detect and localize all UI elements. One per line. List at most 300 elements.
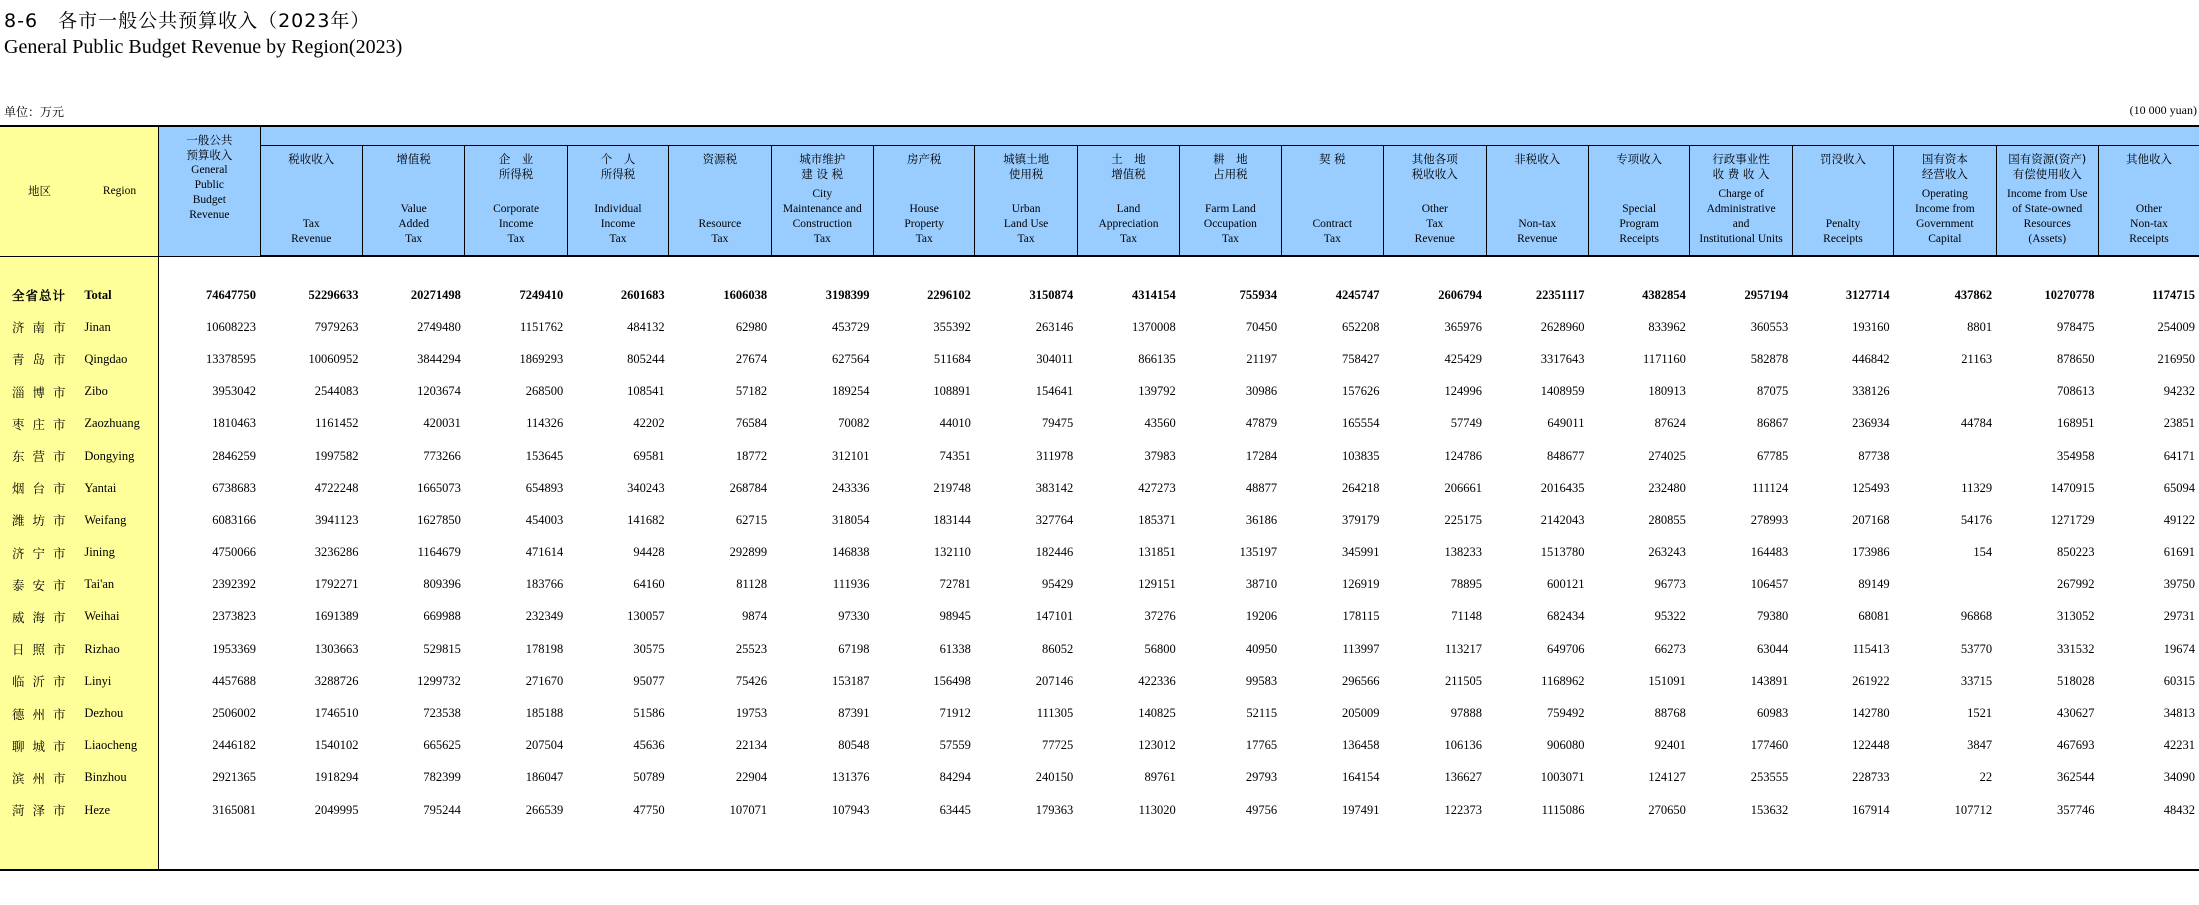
value-cell: 20271498 <box>410 287 461 302</box>
value-cell: 4750066 <box>212 545 257 560</box>
value-cell: 140825 <box>1138 706 1176 721</box>
value-cell: 2373823 <box>212 609 257 624</box>
region-name-en: Heze <box>84 794 158 826</box>
value-cell: 25523 <box>735 641 768 656</box>
value-cell: 183144 <box>933 512 971 527</box>
value-cell: 484132 <box>627 319 665 334</box>
value-cell: 19674 <box>2163 641 2195 656</box>
value-cell: 80548 <box>838 738 870 753</box>
value-cell: 254009 <box>2157 319 2195 334</box>
value-cell: 7979263 <box>314 319 359 334</box>
value-cell: 36186 <box>1245 512 1278 527</box>
region-name-en: Rizhao <box>84 633 158 665</box>
value-cell: 95322 <box>1654 609 1686 624</box>
value-cell: 57749 <box>1450 416 1483 431</box>
region-name-cn: 潍 坊 市 <box>0 504 84 536</box>
value-cell: 74351 <box>939 448 971 463</box>
value-cell: 45636 <box>633 738 665 753</box>
table-row <box>0 730 2199 762</box>
value-cell: 122448 <box>1852 738 1890 753</box>
value-cell: 77725 <box>1042 738 1074 753</box>
value-cell: 3953042 <box>212 384 257 399</box>
value-cell: 355392 <box>933 319 971 334</box>
value-cell: 3941123 <box>315 512 359 527</box>
value-cell: 94232 <box>2163 384 2195 399</box>
region-name-cn: 菏 泽 市 <box>0 794 84 826</box>
value-cell: 108891 <box>933 384 971 399</box>
value-cell: 1164679 <box>417 545 461 560</box>
table-title-en: General Public Budget Revenue by Region(2023) <box>4 36 403 58</box>
value-cell: 75426 <box>735 673 768 688</box>
region-name-cn: 聊 城 市 <box>0 730 84 762</box>
value-cell: 40950 <box>1245 641 1278 656</box>
header-contract-tax: 契 税 Contract Tax <box>1281 146 1383 257</box>
value-cell: 97330 <box>838 609 870 624</box>
value-cell: 1627850 <box>417 512 461 527</box>
value-cell: 81128 <box>736 577 768 592</box>
value-cell: 61691 <box>2163 545 2195 560</box>
value-cell: 29731 <box>2163 609 2195 624</box>
value-cell: 79380 <box>1757 609 1789 624</box>
value-cell: 113997 <box>1342 641 1380 656</box>
region-name-en: Zibo <box>84 376 158 408</box>
value-cell: 1003071 <box>1540 770 1585 785</box>
value-cell: 52296633 <box>308 287 359 302</box>
value-cell: 6083166 <box>212 512 257 527</box>
value-cell: 125493 <box>1852 480 1890 495</box>
value-cell: 243336 <box>831 480 870 495</box>
value-cell: 62980 <box>735 319 768 334</box>
value-cell: 87624 <box>1654 416 1686 431</box>
value-cell: 30986 <box>1245 384 1278 399</box>
value-cell: 446842 <box>1852 351 1890 366</box>
value-cell: 205009 <box>1342 706 1380 721</box>
table-bottom-row <box>0 826 2199 870</box>
region-name-en: Liaocheng <box>84 730 158 762</box>
value-cell: 1665073 <box>417 480 461 495</box>
value-cell: 97888 <box>1450 706 1483 721</box>
value-cell: 74647750 <box>206 287 257 302</box>
value-cell: 682434 <box>1546 609 1585 624</box>
value-cell: 264218 <box>1342 480 1380 495</box>
value-cell: 86052 <box>1042 641 1074 656</box>
value-cell: 37276 <box>1144 609 1176 624</box>
header-individual-income-tax: 个 人 所得税 Individual Income Tax <box>567 146 668 257</box>
value-cell: 147101 <box>1035 609 1074 624</box>
value-cell: 38710 <box>1245 577 1278 592</box>
value-cell: 131376 <box>831 770 870 785</box>
value-cell: 98945 <box>939 609 971 624</box>
value-cell: 1174715 <box>2151 287 2195 302</box>
table-row <box>0 472 2199 504</box>
value-cell: 425429 <box>1444 351 1483 366</box>
value-cell: 2506002 <box>212 706 257 721</box>
value-cell: 1151762 <box>519 319 564 334</box>
value-cell: 1161452 <box>315 416 359 431</box>
region-name-cn: 临 沂 市 <box>0 665 84 697</box>
region-name-cn: 淄 博 市 <box>0 376 84 408</box>
value-cell: 1540102 <box>314 738 359 753</box>
header-resource-tax: 资源税 Resource Tax <box>669 146 771 257</box>
table-row <box>0 762 2199 794</box>
value-cell: 311978 <box>1036 448 1074 463</box>
value-cell: 809396 <box>423 577 461 592</box>
value-cell: 267992 <box>2056 577 2095 592</box>
region-name-en: Yantai <box>84 472 158 504</box>
value-cell: 292899 <box>729 545 768 560</box>
table-row <box>0 537 2199 569</box>
value-cell: 278993 <box>1750 512 1789 527</box>
value-cell: 422336 <box>1138 673 1176 688</box>
region-name-cn: 枣 庄 市 <box>0 408 84 440</box>
value-cell: 72781 <box>939 577 971 592</box>
value-cell: 906080 <box>1546 738 1585 753</box>
value-cell: 207146 <box>1035 673 1074 688</box>
value-cell: 87391 <box>838 706 870 721</box>
value-cell: 89761 <box>1144 770 1176 785</box>
value-cell: 4314154 <box>1131 287 1176 302</box>
value-cell: 92401 <box>1654 738 1686 753</box>
region-header: 地区 Region <box>0 126 159 256</box>
value-cell: 154 <box>1973 545 1993 560</box>
value-cell: 129151 <box>1138 577 1176 592</box>
value-cell: 142780 <box>1852 706 1890 721</box>
value-cell: 164154 <box>1342 770 1380 785</box>
value-cell: 1370008 <box>1131 319 1176 334</box>
value-cell: 84294 <box>939 770 971 785</box>
value-cell: 1997582 <box>314 448 359 463</box>
value-cell: 10060952 <box>308 351 359 366</box>
value-cell: 263146 <box>1035 319 1074 334</box>
value-cell: 22351117 <box>1535 287 1585 302</box>
value-cell: 848677 <box>1546 448 1585 463</box>
value-cell: 649706 <box>1546 641 1585 656</box>
value-cell: 471614 <box>525 545 564 560</box>
value-cell: 95077 <box>633 673 665 688</box>
value-cell: 76584 <box>735 416 768 431</box>
value-cell: 111305 <box>1036 706 1074 721</box>
value-cell: 2601683 <box>620 287 665 302</box>
region-name-cn: 济 南 市 <box>0 311 84 343</box>
value-cell: 69581 <box>633 448 665 463</box>
value-cell: 11329 <box>1961 480 1993 495</box>
value-cell: 723538 <box>423 706 461 721</box>
value-cell: 1953369 <box>212 641 257 656</box>
value-cell: 126919 <box>1342 577 1380 592</box>
value-cell: 1408959 <box>1540 384 1585 399</box>
value-cell: 3198399 <box>825 287 870 302</box>
value-cell: 758427 <box>1342 351 1380 366</box>
value-cell: 274025 <box>1648 448 1686 463</box>
value-cell: 60315 <box>2163 673 2195 688</box>
value-cell: 107071 <box>729 802 768 817</box>
region-name-cn: 烟 台 市 <box>0 472 84 504</box>
header-other-non-tax-receipts: 其他收入 Other Non-tax Receipts <box>2098 146 2199 257</box>
value-cell: 10270778 <box>2044 287 2095 302</box>
value-cell: 430627 <box>2056 706 2095 721</box>
value-cell: 124786 <box>1444 448 1483 463</box>
value-cell: 37983 <box>1144 448 1176 463</box>
value-cell: 123012 <box>1138 738 1176 753</box>
value-cell: 529815 <box>423 641 461 656</box>
value-cell: 173986 <box>1852 545 1890 560</box>
value-cell: 833962 <box>1648 319 1686 334</box>
region-name-en: Jinan <box>84 311 158 343</box>
value-cell: 383142 <box>1035 480 1074 495</box>
value-cell: 43560 <box>1144 416 1176 431</box>
value-cell: 87738 <box>1858 448 1890 463</box>
table-row <box>0 504 2199 536</box>
value-cell: 271670 <box>525 673 564 688</box>
region-name-en: Weifang <box>84 504 158 536</box>
value-cell: 2921365 <box>212 770 257 785</box>
unit-label-cn: 单位：万元 <box>4 105 65 119</box>
value-cell: 17765 <box>1245 738 1278 753</box>
value-cell: 280855 <box>1648 512 1686 527</box>
value-cell: 122373 <box>1444 802 1483 817</box>
value-cell: 185371 <box>1138 512 1176 527</box>
value-cell: 60983 <box>1757 706 1789 721</box>
value-cell: 63044 <box>1757 641 1789 656</box>
value-cell: 2296102 <box>927 287 971 302</box>
region-name-cn: 泰 安 市 <box>0 569 84 601</box>
header-nontax-group-band <box>1486 126 2199 146</box>
value-cell: 261922 <box>1852 673 1890 688</box>
value-cell: 9874 <box>742 609 768 624</box>
value-cell: 313052 <box>2056 609 2095 624</box>
value-cell: 3150874 <box>1029 287 1074 302</box>
table-row <box>0 633 2199 665</box>
value-cell: 178115 <box>1342 609 1380 624</box>
value-cell: 759492 <box>1546 706 1585 721</box>
value-cell: 582878 <box>1750 351 1789 366</box>
value-cell: 68081 <box>1858 609 1890 624</box>
value-cell: 327764 <box>1035 512 1074 527</box>
revenue-table <box>0 125 2199 871</box>
value-cell: 21163 <box>1961 351 1993 366</box>
region-name-cn: 东 营 市 <box>0 440 84 472</box>
value-cell: 1115086 <box>1541 802 1585 817</box>
region-name-cn: 青 岛 市 <box>0 343 84 375</box>
table-row <box>0 440 2199 472</box>
value-cell: 437862 <box>1954 287 1993 302</box>
value-cell: 782399 <box>423 770 461 785</box>
value-cell: 665625 <box>423 738 461 753</box>
value-cell: 63445 <box>939 802 971 817</box>
value-cell: 669988 <box>423 609 461 624</box>
table-row <box>0 408 2199 440</box>
value-cell: 22904 <box>735 770 768 785</box>
value-cell: 22 <box>1979 770 1993 785</box>
value-cell: 48432 <box>2163 802 2195 817</box>
value-cell: 95429 <box>1042 577 1074 592</box>
value-cell: 197491 <box>1342 802 1380 817</box>
value-cell: 182446 <box>1035 545 1074 560</box>
value-cell: 345991 <box>1342 545 1380 560</box>
value-cell: 56800 <box>1144 641 1176 656</box>
value-cell: 44010 <box>939 416 971 431</box>
table-row <box>0 343 2199 375</box>
table-row <box>0 794 2199 826</box>
value-cell: 1470915 <box>2050 480 2095 495</box>
value-cell: 71148 <box>1451 609 1483 624</box>
value-cell: 136627 <box>1444 770 1483 785</box>
value-cell: 19206 <box>1245 609 1278 624</box>
value-cell: 7249410 <box>519 287 564 302</box>
value-cell: 106457 <box>1750 577 1789 592</box>
region-name-en: Binzhou <box>84 762 158 794</box>
value-cell: 3317643 <box>1540 351 1585 366</box>
value-cell: 240150 <box>1035 770 1074 785</box>
value-cell: 135197 <box>1239 545 1278 560</box>
value-cell: 23851 <box>2163 416 2195 431</box>
value-cell: 139792 <box>1138 384 1176 399</box>
region-name-en: Dongying <box>84 440 158 472</box>
value-cell: 253555 <box>1750 770 1789 785</box>
header-value-added-tax: 增值税 Value Added Tax <box>362 146 464 257</box>
value-cell: 805244 <box>627 351 665 366</box>
value-cell: 207504 <box>525 738 564 753</box>
value-cell: 157626 <box>1342 384 1380 399</box>
value-cell: 51586 <box>633 706 665 721</box>
value-cell: 266539 <box>525 802 564 817</box>
value-cell: 113217 <box>1445 641 1483 656</box>
value-cell: 232349 <box>525 609 564 624</box>
header-administrative-charges: 行政事业性 收 费 收 入 Charge of Administrative and Institutional Units <box>1690 146 1792 257</box>
value-cell: 211505 <box>1445 673 1483 688</box>
header-other-tax-revenue: 其他各项 税收收入 Other Tax Revenue <box>1384 146 1487 257</box>
value-cell: 1810463 <box>212 416 257 431</box>
value-cell: 2446182 <box>212 738 257 753</box>
value-cell: 511684 <box>933 351 971 366</box>
value-cell: 1918294 <box>314 770 359 785</box>
region-name-en: Total <box>84 279 158 311</box>
value-cell: 108541 <box>627 384 665 399</box>
value-cell: 454003 <box>525 512 564 527</box>
value-cell: 866135 <box>1138 351 1176 366</box>
value-cell: 111124 <box>1752 480 1789 495</box>
value-cell: 21197 <box>1246 351 1278 366</box>
value-cell: 96773 <box>1654 577 1686 592</box>
value-cell: 130057 <box>627 609 665 624</box>
value-cell: 47879 <box>1245 416 1278 431</box>
value-cell: 167914 <box>1852 802 1890 817</box>
value-cell: 168951 <box>2056 416 2095 431</box>
value-cell: 518028 <box>2056 673 2095 688</box>
region-name-en: Weihai <box>84 601 158 633</box>
value-cell: 89149 <box>1858 577 1890 592</box>
value-cell: 64160 <box>633 577 665 592</box>
value-cell: 79475 <box>1042 416 1074 431</box>
value-cell: 50789 <box>633 770 665 785</box>
value-cell: 362544 <box>2056 770 2095 785</box>
value-cell: 1513780 <box>1540 545 1585 560</box>
value-cell: 225175 <box>1444 512 1483 527</box>
header-special-program-receipts: 专项收入 Special Program Receipts <box>1588 146 1689 257</box>
value-cell: 4722248 <box>314 480 359 495</box>
value-cell: 3127714 <box>1845 287 1890 302</box>
header-general-budget-revenue: 一般公共 预算收入 General Public Budget Revenue <box>159 126 260 256</box>
spacer-row <box>0 256 2199 279</box>
value-cell: 2544083 <box>314 384 359 399</box>
value-cell: 1792271 <box>314 577 359 592</box>
value-cell: 42202 <box>633 416 665 431</box>
value-cell: 10608223 <box>206 319 257 334</box>
value-cell: 33715 <box>1960 673 1993 688</box>
value-cell: 138233 <box>1444 545 1483 560</box>
value-cell: 115413 <box>1852 641 1890 656</box>
value-cell: 154641 <box>1035 384 1074 399</box>
value-cell: 1606038 <box>723 287 768 302</box>
table-row <box>0 665 2199 697</box>
value-cell: 2016435 <box>1540 480 1585 495</box>
value-cell: 57182 <box>735 384 768 399</box>
value-cell: 978475 <box>2056 319 2095 334</box>
value-cell: 216950 <box>2157 351 2195 366</box>
value-cell: 652208 <box>1342 319 1380 334</box>
value-cell: 4245747 <box>1335 287 1380 302</box>
region-name-cn: 滨 州 市 <box>0 762 84 794</box>
value-cell: 312101 <box>831 448 870 463</box>
value-cell: 48877 <box>1245 480 1278 495</box>
value-cell: 107943 <box>831 802 870 817</box>
value-cell: 179363 <box>1035 802 1074 817</box>
value-cell: 113020 <box>1138 802 1176 817</box>
value-cell: 1746510 <box>314 706 359 721</box>
value-cell: 773266 <box>423 448 461 463</box>
value-cell: 42231 <box>2163 738 2195 753</box>
value-cell: 654893 <box>525 480 564 495</box>
value-cell: 296566 <box>1342 673 1380 688</box>
value-cell: 193160 <box>1852 319 1890 334</box>
value-cell: 111936 <box>832 577 870 592</box>
value-cell: 156498 <box>933 673 971 688</box>
value-cell: 106136 <box>1444 738 1483 753</box>
value-cell: 124996 <box>1444 384 1483 399</box>
value-cell: 141682 <box>627 512 665 527</box>
value-cell: 78895 <box>1450 577 1483 592</box>
value-cell: 331532 <box>2056 641 2095 656</box>
header-farm-land-occupation-tax: 耕 地 占用税 Farm Land Occupation Tax <box>1180 146 1281 257</box>
value-cell: 338126 <box>1852 384 1890 399</box>
value-cell: 96868 <box>1960 609 1993 624</box>
value-cell: 165554 <box>1342 416 1380 431</box>
value-cell: 54176 <box>1960 512 1993 527</box>
value-cell: 107712 <box>1954 802 1993 817</box>
header-land-appreciation-tax: 土 地 增值税 Land Appreciation Tax <box>1077 146 1179 257</box>
value-cell: 206661 <box>1444 480 1483 495</box>
value-cell: 219748 <box>933 480 971 495</box>
value-cell <box>1894 569 1996 601</box>
value-cell: 2628960 <box>1540 319 1585 334</box>
header-tax-revenue: 税收收入 Tax Revenue <box>260 146 362 257</box>
value-cell: 236934 <box>1852 416 1890 431</box>
value-cell: 18772 <box>735 448 768 463</box>
value-cell <box>1894 376 1996 408</box>
value-cell: 19753 <box>735 706 768 721</box>
region-name-cn: 日 照 市 <box>0 633 84 665</box>
table-row <box>0 376 2199 408</box>
value-cell: 850223 <box>2056 545 2095 560</box>
value-cell: 65094 <box>2163 480 2195 495</box>
region-name-cn: 威 海 市 <box>0 601 84 633</box>
value-cell: 67198 <box>838 641 870 656</box>
header-penalty-receipts: 罚没收入 Penalty Receipts <box>1792 146 1893 257</box>
value-cell: 3236286 <box>314 545 359 560</box>
value-cell: 103835 <box>1342 448 1380 463</box>
value-cell: 427273 <box>1138 480 1176 495</box>
value-cell: 114326 <box>526 416 564 431</box>
